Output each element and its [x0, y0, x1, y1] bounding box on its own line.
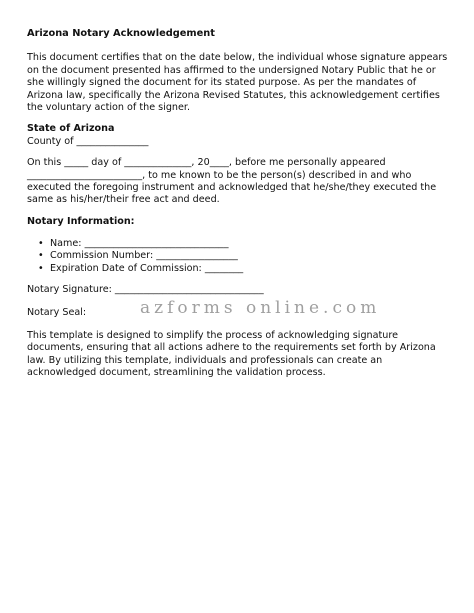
list-item: [38, 238, 452, 250]
closing-paragraph: This template is designed to simplify the process of acknowledging signature documents, ensuring that all actions adhere to the requirements set forth by Arizona law. By utilizing this template, individuals and professionals can create an acknowledged document, streamlining the validation process.: [27, 329, 439, 378]
document-title: Arizona Notary Acknowledgement: [27, 28, 215, 39]
intro-paragraph: This document certifies that on the date below, the individual whose signature appears on the document presented has affirmed to the undersigned Notary Public that he or she willingly signed the document for its stated purpose. As per the mandates of Arizona law, specifically the Arizona Revised Statutes, this acknowledgement certifies the voluntary action of the signer.: [27, 52, 451, 114]
notary-signature-line: Notary Signature: _______________________________: [27, 283, 264, 295]
county-line: County of _______________: [27, 135, 149, 147]
document-page: [27, 28, 452, 379]
acknowledgment-paragraph: On this _____ day of ______________, 20____, before me personally appeared ________________________, to me known to be the person(s) described in and who executed the foregoing instrument and acknowledged that he/she/they executed the same as his/her/their free act and deed.: [27, 157, 440, 206]
state-heading: State of Arizona: [27, 123, 115, 135]
bullet-icon: •: [38, 262, 44, 274]
notary-info-list: [27, 238, 452, 275]
commission-number-line: Commission Number: _________________: [50, 250, 238, 262]
list-item: [38, 250, 452, 262]
list-item: [38, 263, 452, 275]
bullet-icon: •: [38, 250, 44, 262]
watermark: azforms online.com: [140, 298, 381, 318]
notary-seal-line: Notary Seal:: [27, 307, 87, 319]
notary-name-line: Name: ______________________________: [50, 238, 229, 250]
bullet-icon: •: [38, 238, 44, 250]
notary-info-heading: Notary Information:: [27, 215, 135, 227]
commission-expiration-line: Expiration Date of Commission: ________: [50, 262, 244, 274]
